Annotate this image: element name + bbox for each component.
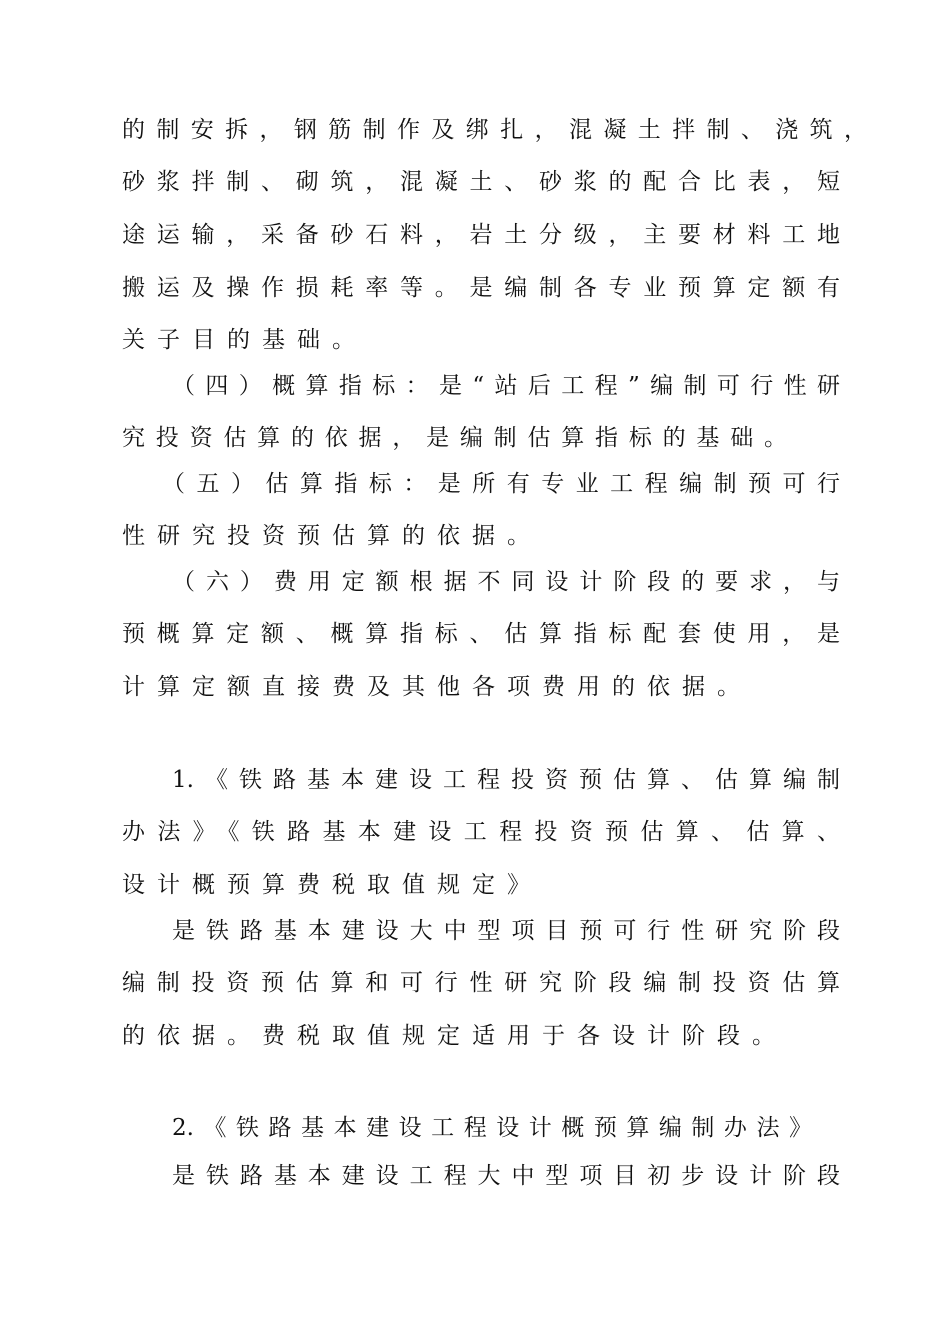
text-line: 编制投资预估算和可行性研究阶段编制投资估算 [122, 970, 840, 996]
text-line: 关子目的基础。 [122, 327, 367, 353]
text-line: 设计概预算费税取值规定》 [122, 872, 542, 898]
text-line: 的制安拆，钢筋制作及绑扎，混凝土拌制、浇筑， [122, 117, 867, 143]
text-line: 是铁路基本建设工程大中型项目初步设计阶段 [172, 1163, 840, 1189]
text-line: 预概算定额、概算指标、估算指标配套使用，是 [122, 621, 840, 647]
text-line: 的依据。费税取值规定适用于各设计阶段。 [122, 1023, 787, 1049]
text-line: 途运输，采备砂石料，岩土分级，主要材料工地 [122, 222, 840, 248]
text-line: 究投资估算的依据，是编制估算指标的基础。 [122, 425, 787, 451]
text-line: 砂浆拌制、砌筑，混凝土、砂浆的配合比表，短 [122, 169, 840, 195]
text-line: （五）估算指标：是所有专业工程编制预可行 [162, 471, 840, 497]
text-line: 2.《铁路基本建设工程设计概预算编制办法》 [172, 1115, 812, 1141]
text-line: （六）费用定额根据不同设计阶段的要求，与 [172, 569, 840, 595]
text-line: 办法》《铁路基本建设工程投资预估算、估算、 [122, 819, 840, 845]
text-line: 计算定额直接费及其他各项费用的依据。 [122, 674, 752, 700]
text-line: 是铁路基本建设大中型项目预可行性研究阶段 [172, 918, 840, 944]
text-line: 搬运及操作损耗率等。是编制各专业预算定额有 [122, 275, 840, 301]
text-line: （四）概算指标：是“站后工程”编制可行性研 [172, 373, 840, 399]
text-line: 1.《铁路基本建设工程投资预估算、估算编制 [172, 767, 840, 793]
text-line: 性研究投资预估算的依据。 [122, 523, 542, 549]
